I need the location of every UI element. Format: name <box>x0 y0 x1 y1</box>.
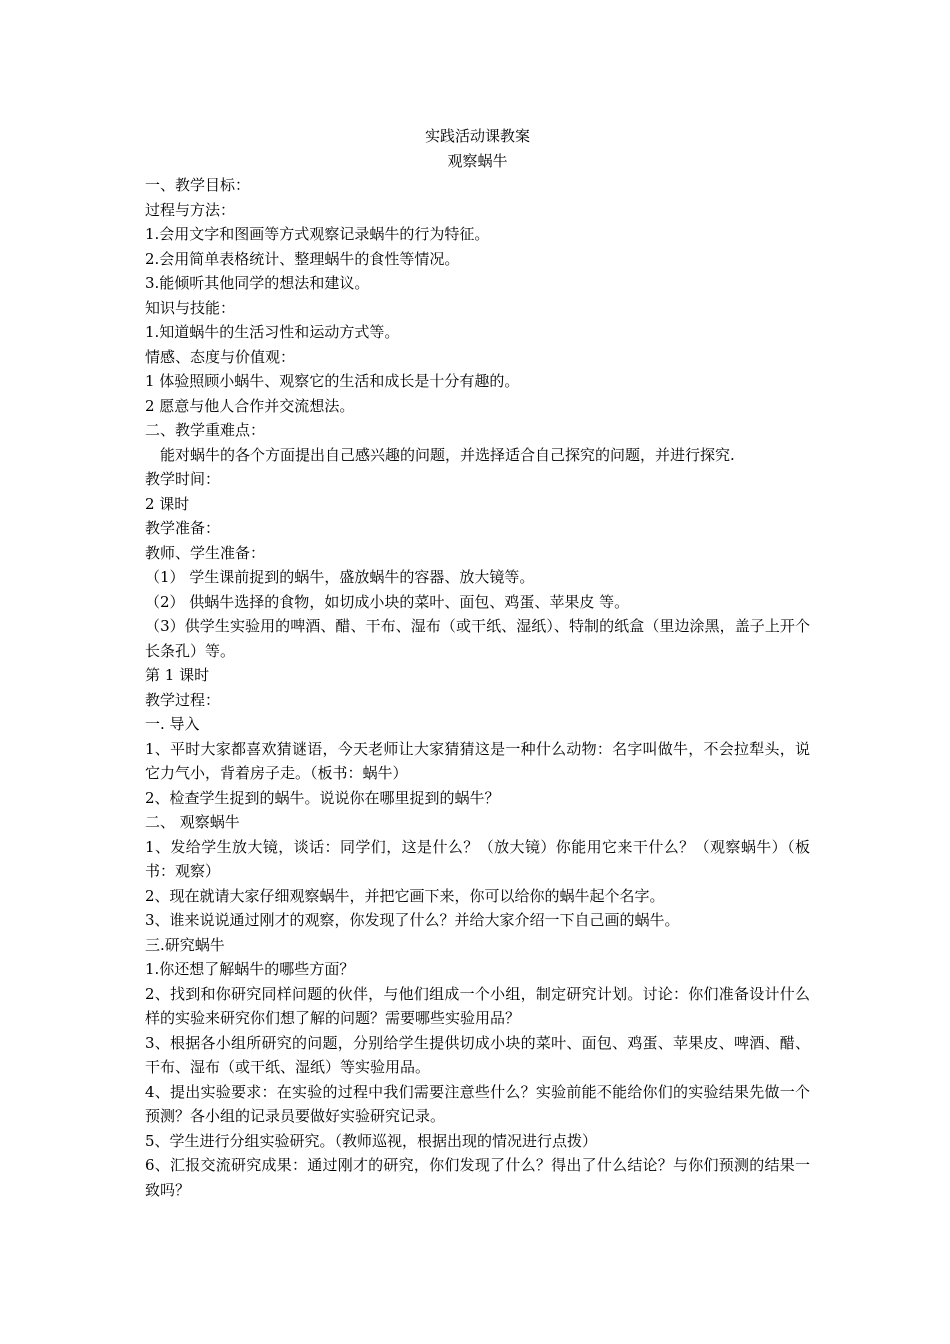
subsection-heading: 知识与技能： <box>145 298 236 317</box>
paragraph: 2.会用简单表格统计、整理蜗牛的食性等情况。 <box>145 249 460 268</box>
paragraph: 2、现在就请大家仔细观察蜗牛，并把它画下来，你可以给你的蜗牛起个名字。 <box>145 886 665 905</box>
paragraph: 1.知道蜗牛的生活习性和运动方式等。 <box>145 323 400 341</box>
paragraph: 2、找到和你研究同样问题的伙伴，与他们组成一个小组，制定研究计划。讨论：你们准备设计什么样的实验来研究你们想了解的问题？需要哪些实验用品？ <box>145 984 810 1027</box>
section-heading: 二、 观察蜗牛 <box>145 813 240 831</box>
paragraph: 1.你还想了解蜗牛的哪些方面？ <box>145 960 355 978</box>
paragraph: （1） 学生课前捉到的蜗牛，盛放蜗牛的容器、放大镜等。 <box>145 568 535 586</box>
paragraph: 2 愿意与他人合作并交流想法。 <box>145 396 355 415</box>
subsection-heading: 教学过程： <box>145 690 221 709</box>
paragraph: 4、提出实验要求：在实验的过程中我们需要注意些什么？实验前能不能给你们的实验结果先做一个预测？各小组的记录员要做好实验研究记录。 <box>145 1082 810 1125</box>
section-heading: 一、教学目标： <box>145 176 251 194</box>
paragraph: 1、平时大家都喜欢猜谜语，今天老师让大家猜猜这是一种什么动物：名字叫做牛，不会拉犁头，说它力气小，背着房子走。（板书：蜗牛） <box>145 739 810 782</box>
paragraph: 1.会用文字和图画等方式观察记录蜗牛的行为特征。 <box>145 225 490 243</box>
subsection-heading: 教学准备： <box>145 519 221 537</box>
subsection-heading: 过程与方法： <box>145 200 236 219</box>
paragraph: 能对蜗牛的各个方面提出自己感兴趣的问题，并选择适合自己探究的问题，并进行探究. <box>160 445 735 464</box>
paragraph: 5、学生进行分组实验研究。（教师巡视，根据出现的情况进行点拨） <box>145 1131 598 1150</box>
paragraph: 3、根据各小组所研究的问题，分别给学生提供切成小块的菜叶、面包、鸡蛋、苹果皮、啤酒、醋、干布、湿布（或干纸、湿纸）等实验用品。 <box>145 1033 810 1076</box>
paragraph: 1 体验照顾小蜗牛、观察它的生活和成长是十分有趣的。 <box>145 372 520 390</box>
paragraph: 6、汇报交流研究成果：通过刚才的研究，你们发现了什么？得出了什么结论？与你们预测的结果一致吗？ <box>145 1156 810 1199</box>
paragraph: 1、发给学生放大镜，谈话：同学们，这是什么？（放大镜）你能用它来干什么？（观察蜗牛）（板书：观察） <box>145 837 810 880</box>
subsection-heading: 第 1 课时 <box>145 666 210 684</box>
paragraph: 3、谁来说说通过刚才的观察，你发现了什么？并给大家介绍一下自己画的蜗牛。 <box>145 911 680 929</box>
section-heading: 二、教学重难点： <box>145 421 266 439</box>
subsection-heading: 教学时间： <box>145 470 221 488</box>
document-body <box>145 124 810 1202</box>
paragraph: 3.能倾听其他同学的想法和建议。 <box>145 274 370 292</box>
paragraph: 2、检查学生捉到的蜗牛。说说你在哪里捉到的蜗牛？ <box>145 788 500 807</box>
document-title: 实践活动课教案 <box>424 127 530 145</box>
subsection-heading: 教师、学生准备： <box>145 543 266 562</box>
subsection-heading: 情感、态度与价值观： <box>145 347 296 366</box>
document-subtitle: 观察蜗牛 <box>447 151 508 170</box>
paragraph: （2） 供蜗牛选择的食物，如切成小块的菜叶、面包、鸡蛋、苹果皮 等。 <box>145 592 630 611</box>
paragraph: （3）供学生实验用的啤酒、醋、干布、湿布（或干纸、湿纸）、特制的纸盒（里边涂黑，盖子上开个长条孔）等。 <box>145 617 810 660</box>
section-heading: 一. 导入 <box>145 715 200 733</box>
paragraph: 2 课时 <box>145 494 190 513</box>
section-heading: 三.研究蜗牛 <box>145 935 225 954</box>
